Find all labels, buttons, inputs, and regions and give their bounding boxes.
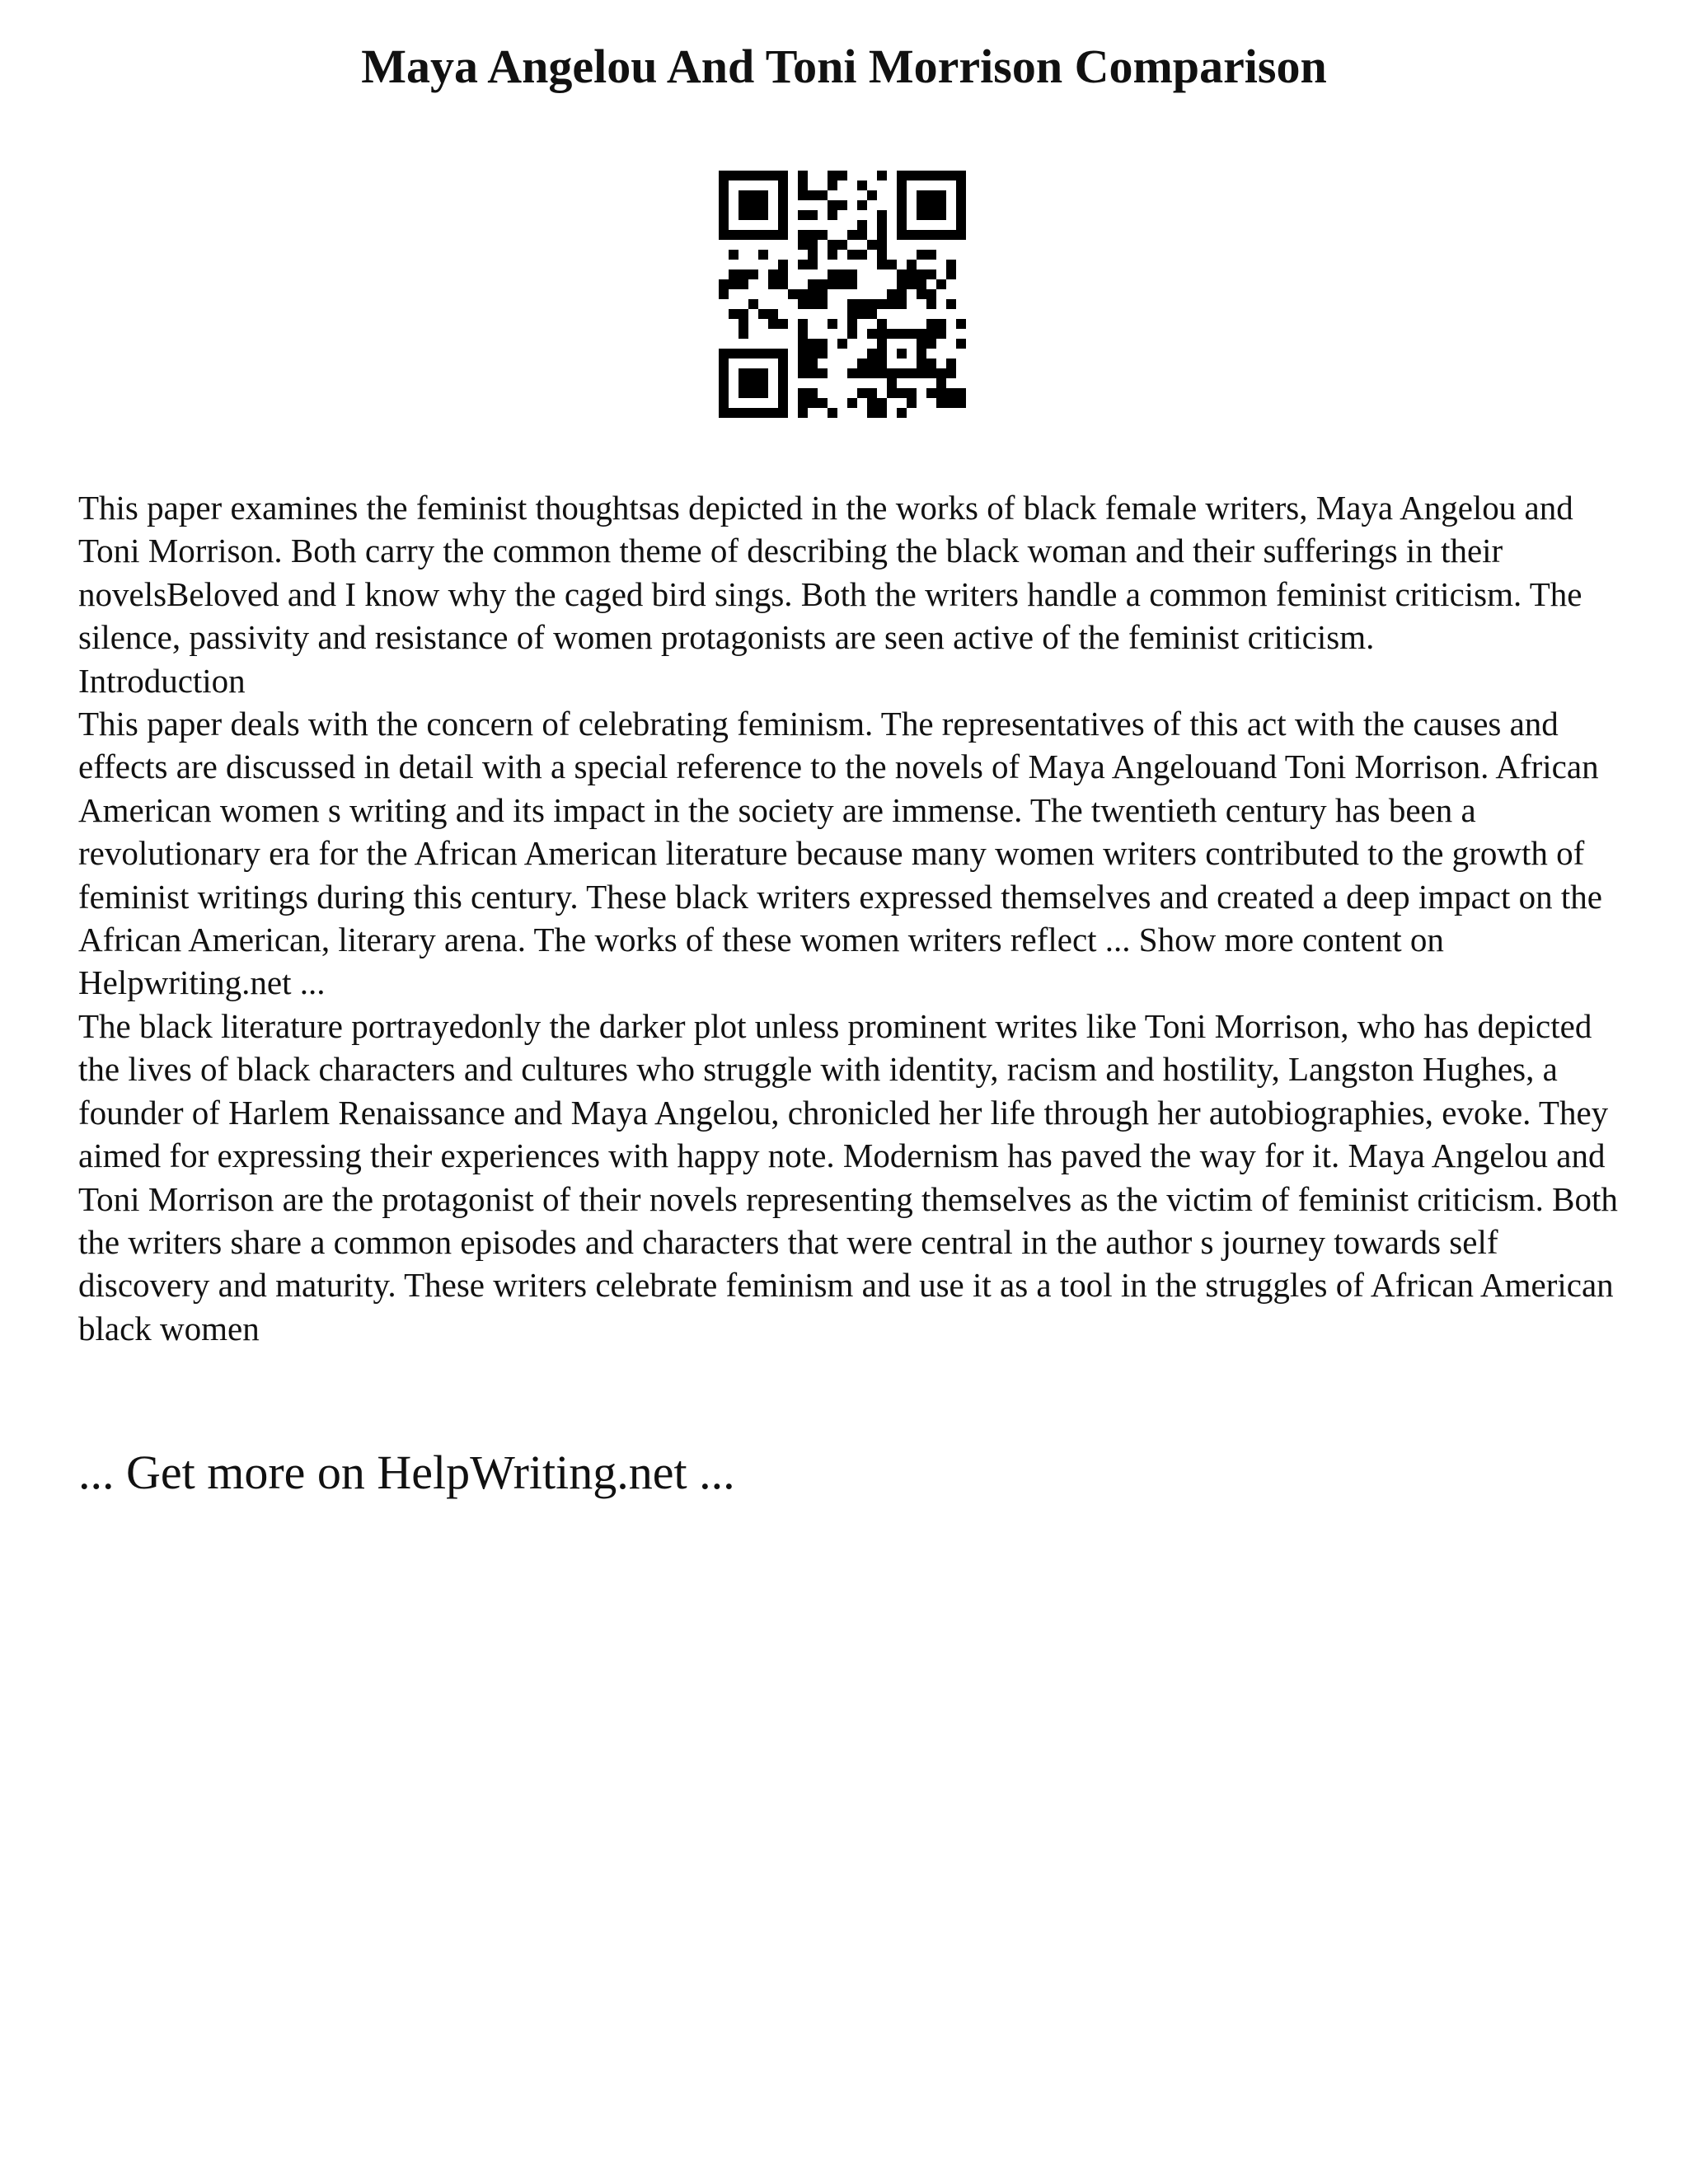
qr-code-icon [719,171,966,418]
get-more-link[interactable]: ... Get more on HelpWriting.net ... [78,1446,735,1499]
body-paragraph: The black literature portrayedonly the darker plot unless prominent writes like Toni Morrison, who has depicted the lives of black characters and cultures who struggle with identity, racism and hostility, Langston Hughes, a founder of Harlem Renaissance and Maya Angelou, chronicled her life through her autobiographies, evoke. They aimed for expressing their experiences with happy note. Modernism has paved the way for it. Maya Angelou and Toni Morrison are the protagonist of their novels representing themselves as the victim of feminist criticism. Both the writers share a common episodes and characters that were central in the author s journey towards self discovery and maturity. These writers celebrate feminism and use it as a tool in the struggles of African American black women [78,1006,1618,1347]
article-body [78,486,1628,1350]
section-heading-introduction: Introduction [78,661,246,700]
page-title: Maya Angelou And Toni Morrison Comparison [361,40,1327,93]
abstract-paragraph: This paper examines the feminist thoughtsas depicted in the works of black female writers, Maya Angelou and Toni Morrison. Both carry the common theme of describing the black woman and their sufferings in their novelsBeloved and I know why the caged bird sings. Both the writers handle a common feminist criticism. The silence, passivity and resistance of women protagonists are seen active of the feminist criticism. [78,489,1582,657]
introduction-paragraph: This paper deals with the concern of celebrating feminism. The representatives of this act with the causes and effects are discussed in detail with a special reference to the novels of Maya Angelouand Toni Morrison. African American women s writing and its impact in the society are immense. The twentieth century has been a revolutionary era for the African American literature because many women writers contributed to the growth of feminist writings during this century. These black writers expressed themselves and created a deep impact on the African American, literary arena. The works of these women writers reflect ... Show more content on Helpwriting.net ... [78,705,1602,1002]
